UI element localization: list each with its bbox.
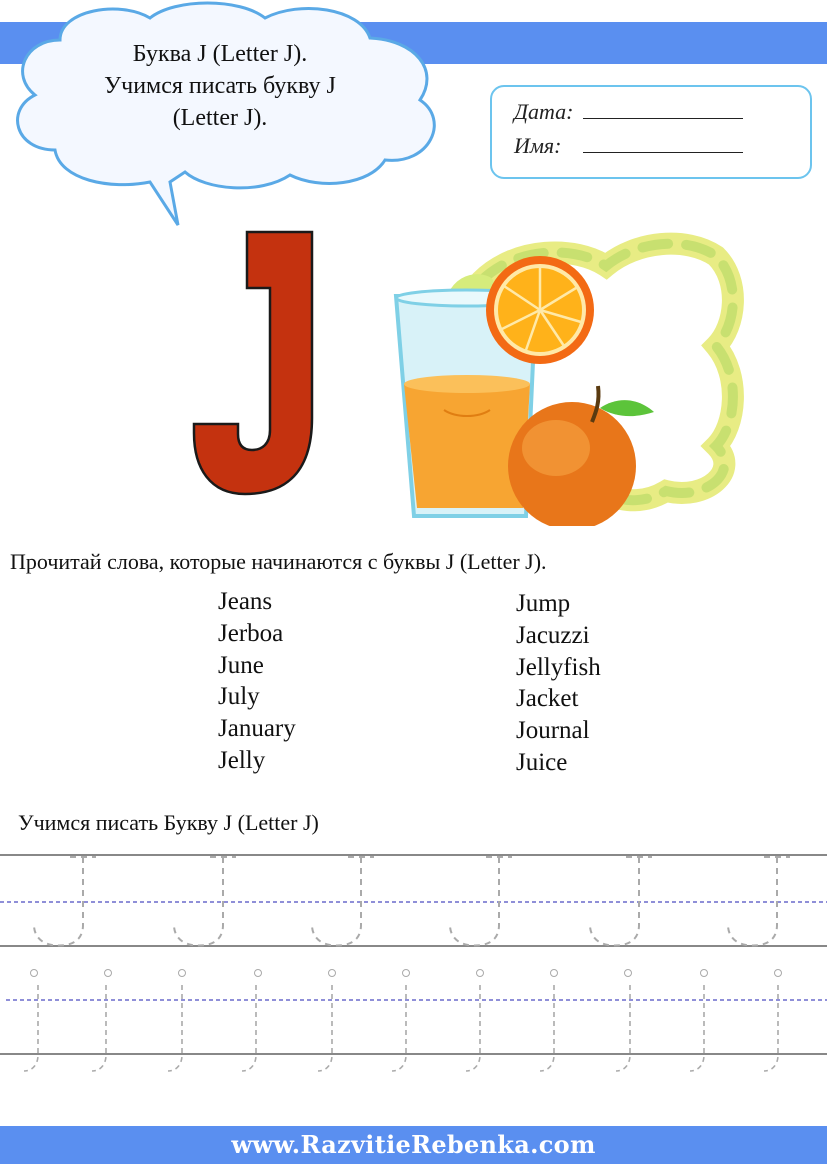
writing-practice-title: Учимся писать Букву J (Letter J) [18,810,319,835]
list-item: Jerboa [218,619,284,647]
list-item: Jeans [218,588,273,615]
list-item: Jelly [218,746,266,774]
footer-banner [0,1126,827,1164]
list-item: Jellyfish [516,653,601,681]
cloud-text [40,38,400,134]
list-item: Jump [516,590,571,617]
tracing-practice-area[interactable] [0,845,827,1095]
date-field[interactable] [583,101,743,119]
list-item: June [218,651,264,679]
name-label: Имя: [514,133,562,158]
list-item: July [218,683,260,711]
cloud-line-2: Учимся писать букву J [104,73,336,99]
list-item: Journal [516,717,590,745]
date-row [514,99,743,125]
list-item: Jacket [516,685,579,713]
name-row [514,133,743,159]
list-item: Juice [516,748,568,776]
reading-instruction: Прочитай слова, которые начинаются с буквы J (Letter J). [10,549,547,574]
big-letter-j [190,228,320,498]
date-name-box [490,85,812,179]
juice-illustration [386,226,746,526]
footer-website-link[interactable]: www.RazvitieRebenka.com [231,1130,596,1159]
cloud-line-1: Буква J (Letter J). [132,41,308,67]
cloud-line-3: (Letter J). [172,105,268,131]
name-field[interactable] [583,135,743,153]
list-item: January [218,715,296,743]
list-item: Jacuzzi [516,621,590,649]
date-label: Дата: [514,99,574,124]
word-list-right [516,588,601,779]
word-list-left [218,586,296,777]
